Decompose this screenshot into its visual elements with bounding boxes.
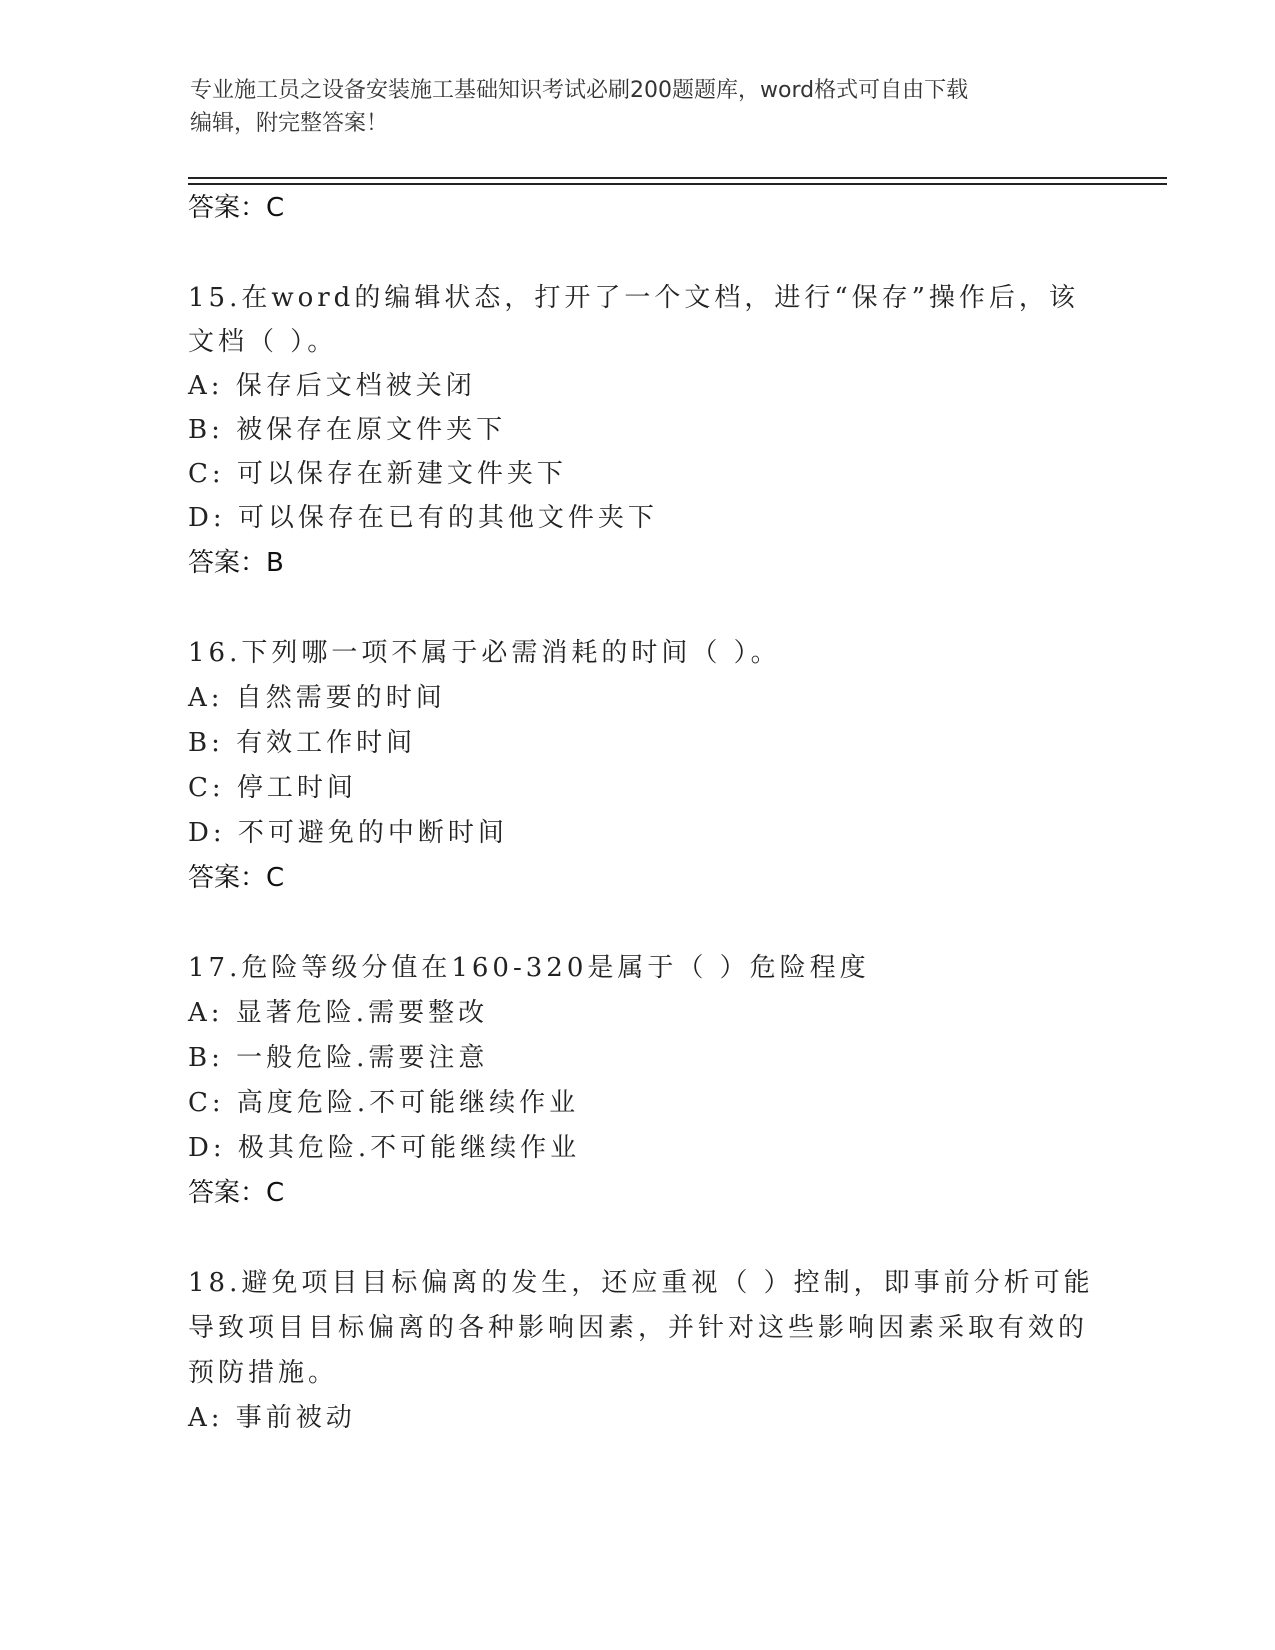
- question-17-option-d: D: 极其危险.不可能继续作业: [188, 1133, 581, 1163]
- question-15-option-c: C: 可以保存在新建文件夹下: [188, 459, 567, 489]
- question-17-option-c: C: 高度危险.不可能继续作业: [188, 1088, 580, 1118]
- question-18-option-a: A: 事前被动: [188, 1403, 356, 1433]
- question-18-line-2: 导致项目目标偏离的各种影响因素，并针对这些影响因素采取有效的: [188, 1313, 1089, 1343]
- page-header: [190, 74, 1090, 140]
- question-15-option-d: D: 可以保存在已有的其他文件夹下: [188, 503, 658, 533]
- question-17-option-a: A: 显著危险.需要整改: [188, 998, 489, 1028]
- question-16-option-d: D: 不可避免的中断时间: [188, 818, 508, 848]
- question-15-line-1: 15.在word的编辑状态，打开了一个文档，进行“保存”操作后，该: [188, 283, 1079, 313]
- question-18-line-1: 18.避免项目目标偏离的发生，还应重视（ ）控制，即事前分析可能: [188, 1268, 1094, 1298]
- header-rule-top: [188, 177, 1167, 179]
- question-16-option-b: B: 有效工作时间: [188, 728, 417, 758]
- answer-previous: 答案：C: [188, 193, 285, 223]
- question-17-line-1: 17.危险等级分值在160-320是属于（ ）危险程度: [188, 953, 870, 983]
- question-15-option-b: B: 被保存在原文件夹下: [188, 415, 507, 445]
- question-16-answer: 答案：C: [188, 863, 285, 893]
- question-16-option-a: A: 自然需要的时间: [188, 683, 446, 713]
- question-16-option-c: C: 停工时间: [188, 773, 357, 803]
- header-line-1: 专业施工员之设备安装施工基础知识考试必刷200题题库，word格式可自由下载: [190, 78, 969, 103]
- question-15-answer: 答案：B: [188, 548, 284, 578]
- question-17-answer: 答案：C: [188, 1178, 285, 1208]
- question-18-line-3: 预防措施。: [188, 1358, 339, 1388]
- question-16-line-1: 16.下列哪一项不属于必需消耗的时间（ ）。: [188, 638, 781, 668]
- question-15-line-2: 文档（ ）。: [188, 327, 338, 357]
- header-rule-bottom: [188, 183, 1167, 185]
- question-15-option-a: A: 保存后文档被关闭: [188, 371, 476, 401]
- question-17-option-b: B: 一般危险.需要注意: [188, 1043, 489, 1073]
- header-line-2: 编辑，附完整答案！: [190, 111, 389, 136]
